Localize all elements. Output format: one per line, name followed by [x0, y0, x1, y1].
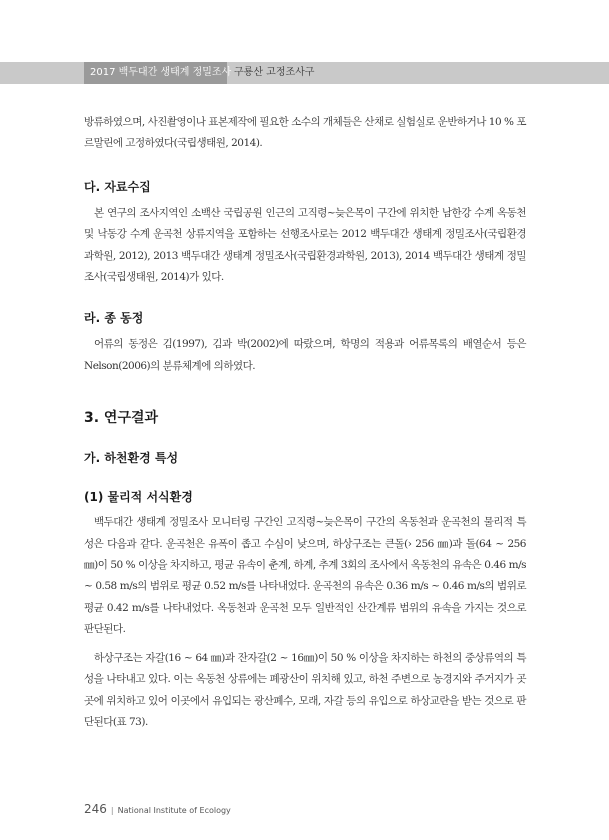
paragraph-physical-characteristics: 백두대간 생태계 정밀조사 모니터링 구간인 고직령~늦은목이 구간의 옥동천과 운곡천의 물리적 특성은 다음과 같다. 운곡천은 유폭이 좁고 수심이 낮으며, 하상구조는 큰돌(› 256 ㎜)과 돌(64 ~ 256 ㎜)이 50 % 이상을 차지하고, 평균 유속이 춘계, 하계, 추계 3회의 조사에서 옥동천의 유속은 0.46 m/s ~ 0.58 m/s의 범위로 평균 0.52 m/s를 나타내었다. 운곡천의 유속은 0.36 m/s ~ 0.46 m/s의 범위로 평균 0.42 m/s를 나타내었다. 옥동천과 운곡천 모두 일반적인 산간계류 범위의 유속을 가지는 것으로 판단된다.: [84, 516, 526, 636]
heading-physical-habitat: (1) 물리적 서식환경: [84, 490, 193, 505]
page-body: [84, 112, 526, 733]
heading-river-environment: 가. 하천환경 특성: [84, 451, 179, 466]
page-footer: [84, 798, 231, 816]
heading-results: 3. 연구결과: [84, 410, 159, 427]
paragraph-substrate: 하상구조는 자갈(16 ~ 64 ㎜)과 잔자갈(2 ~ 16㎜)이 50 % 이상을 차지하는 하천의 중상류역의 특성을 나타내고 있다. 이는 옥동천 상류에는 폐광산이 위치해 있고, 하천 주변으로 농경지와 주거지가 곳곳에 위치하고 있어 이곳에서 유입되는 광산폐수, 모래, 자갈 등의 유입으로 하상교란을 받는 것으로 판단된다(표 73).: [84, 651, 526, 728]
footer-institution: National Institute of Ecology: [117, 806, 231, 815]
heading-species-identification: 라. 종 동정: [84, 311, 144, 326]
paragraph-collection: 방류하였으며, 사진촬영이나 표본제작에 필요한 소수의 개체들은 산채로 실험실로 운반하거나 10 % 포르말린에 고정하였다(국립생태원, 2014).: [84, 116, 526, 150]
paragraph-identification: 어류의 동정은 김(1997), 김과 박(2002)에 따랐으며, 학명의 적용과 어류목록의 배열순서 등은 Nelson(2006)의 분류체계에 의하였다.: [84, 338, 526, 372]
page-number: 246: [84, 802, 107, 816]
paragraph-prior-surveys: 본 연구의 조사지역인 소백산 국립공원 인근의 고직령~늦은목이 구간에 위치한 남한강 수계 옥동천 및 낙동강 수계 운곡천 상류지역을 포함하는 선행조사로는 2012 백두대간 생태계 정밀조사(국립환경과학원, 2012), 2013 백두대간 생태계 정밀조사(국립환경과학원, 2013), 2014 백두대간 생태계 정밀조사(국립생태원, 2014)가 있다.: [84, 206, 526, 284]
heading-data-collection: 다. 자료수집: [84, 179, 151, 194]
section-title: 구룡산 고정조사구: [234, 67, 315, 78]
footer-separator: |: [110, 806, 114, 815]
report-title: 2017 백두대간 생태계 정밀조사: [84, 62, 227, 84]
